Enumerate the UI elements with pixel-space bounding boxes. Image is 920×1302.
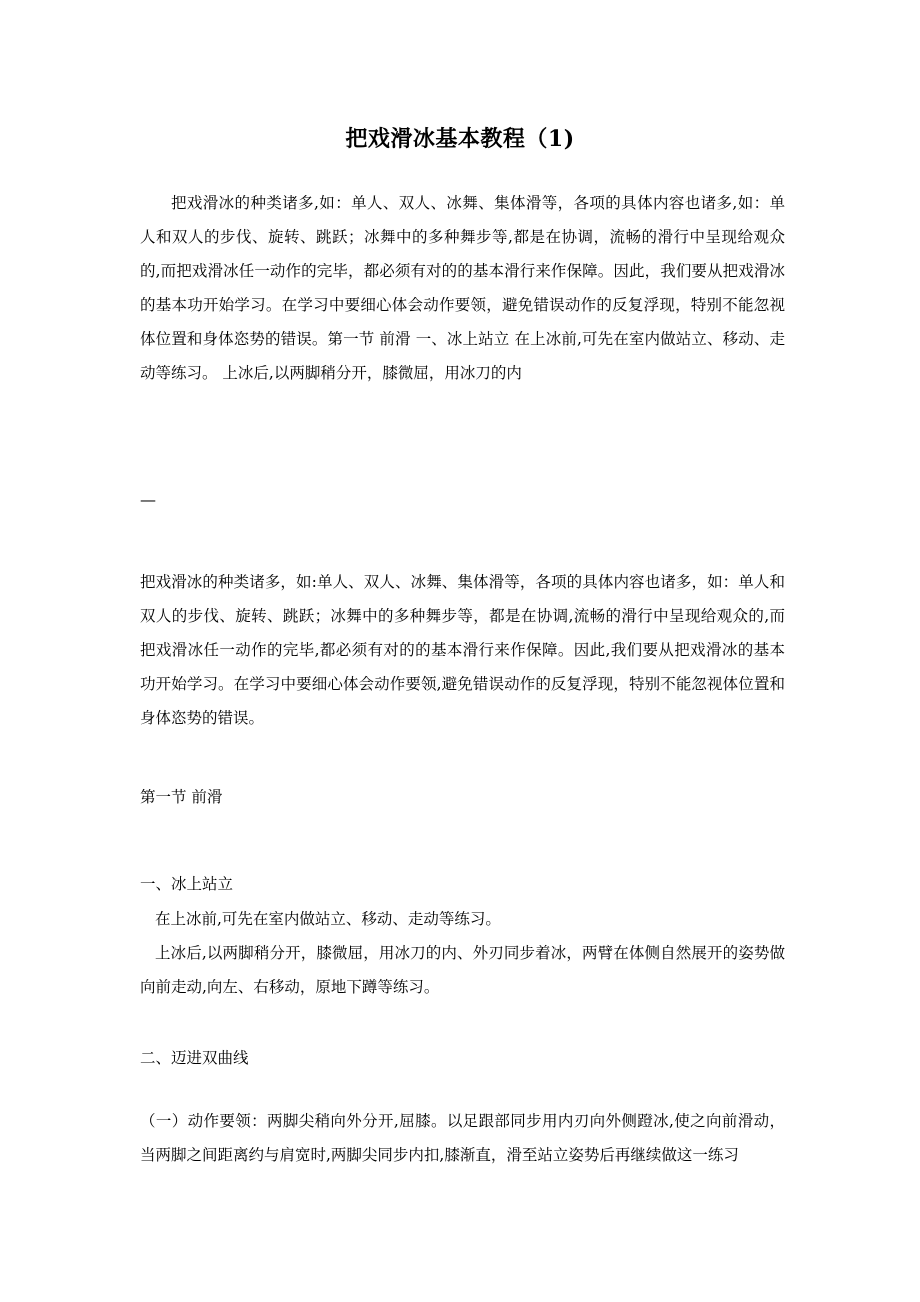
stand-body xyxy=(140,902,785,1004)
page-separator-dash: — xyxy=(140,490,156,509)
stand-line-1: 在上冰前,可先在室内做站立、移动、走动等练习。 xyxy=(155,910,501,928)
body-paragraph: 把戏滑冰的种类诸多，如:单人、双人、冰舞、集体滑等，各项的具体内容也诸多，如：单人和双人的步伐、旋转、跳跃；冰舞中的多种舞步等，都是在协调,流畅的滑行中呈现给观众的,而把戏滑冰任一动作的完毕,都必须有对的的基本滑行来作保障。因此,我们要从把戏滑冰的基本功开始学习。在学习中要细心体会动作要领,避免错误动作的反复浮现，特别不能忽视体位置和身体恣势的错误。 xyxy=(140,573,785,727)
subsection-heading-curve: 二、迈进双曲线 xyxy=(140,1049,249,1067)
section-heading: 第一节 前滑 xyxy=(140,788,223,806)
stand-line-2: 上冰后,以两脚稍分开，膝微屈，用冰刀的内、外刃同步着冰，两臂在体侧自然展开的姿势做向前走动,向左、右移动，原地下蹲等练习。 xyxy=(140,944,785,996)
page-title: 把戏滑冰基本教程（1) xyxy=(345,126,575,152)
curve-body: （一）动作要领：两脚尖稍向外分开,屈膝。以足跟部同步用内刃向外侧蹬冰,使之向前滑动，当两脚之间距离约与肩宽时,两脚尖同步内扣,膝渐直，滑至站立姿势后再继续做这一练习 xyxy=(140,1112,785,1164)
intro-paragraph: 把戏滑冰的种类诸多,如：单人、双人、冰舞、集体滑等，各项的具体内容也诸多,如：单人和双人的步伐、旋转、跳跃；冰舞中的多种舞步等,都是在协调，流畅的滑行中呈现给观众的,而把戏滑冰任一动作的完毕，都必须有对的的基本滑行来作保障。因此，我们要从把戏滑冰的基本功开始学习。在学习中要细心体会动作要领，避免错误动作的反复浮现，特别不能忽视体位置和身体恣势的错误。第一节 前滑 一、冰上站立 在上冰前,可先在室内做站立、移动、走动等练习。 上冰后,以两脚稍分开，膝微屈，用冰刀的内 xyxy=(140,194,785,382)
subsection-heading-stand: 一、冰上站立 xyxy=(140,875,234,893)
